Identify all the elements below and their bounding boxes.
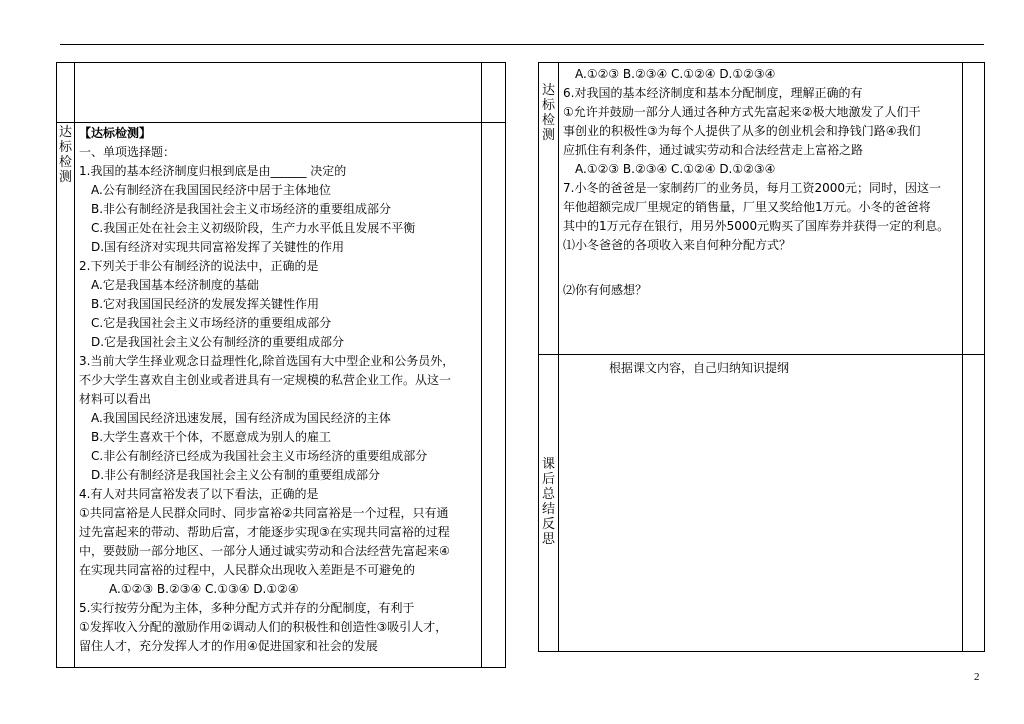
text-line: ①发挥收入分配的激励作用②调动人们的积极性和创造性③吸引人才， bbox=[79, 620, 448, 634]
text-line: A.公有制经济在我国国民经济中居于主体地位 bbox=[91, 183, 331, 197]
left-empty-content bbox=[75, 63, 482, 123]
text-line: D.它是我国社会主义公有制经济的重要组成部分 bbox=[91, 335, 345, 349]
right-questions bbox=[559, 63, 963, 355]
text-line: 5.实行按劳分配为主体，多种分配方式并存的分配制度，有利于 bbox=[79, 601, 415, 615]
text-line: D.非公有制经济是我国社会主义公有制的重要组成部分 bbox=[91, 468, 381, 482]
section-subheading: 一、单项选择题： bbox=[79, 145, 176, 159]
left-side-label bbox=[57, 123, 75, 668]
text-line: 7.小冬的爸爸是一家制药厂的业务员，每月工资2000元；同时，因这一 bbox=[563, 181, 941, 195]
side-char: 检 bbox=[58, 155, 72, 170]
text-line: 留住人才，充分发挥人才的作用④促进国家和社会的发展 bbox=[79, 639, 378, 653]
text-line: A.它是我国基本经济制度的基础 bbox=[91, 278, 259, 292]
text-line: D.国有经济对实现共同富裕发挥了关键性的作用 bbox=[91, 240, 345, 254]
text-line: ①允许并鼓励一部分人通过各种方式先富起来②极大地激发了人们干 bbox=[563, 105, 921, 119]
right-margin-top bbox=[963, 63, 985, 355]
right-side-label-top bbox=[539, 63, 559, 355]
text-line: ①共同富裕是人民群众同时、同步富裕②共同富裕是一个过程，只有通 bbox=[79, 506, 449, 520]
text-line: 材料可以看出 bbox=[79, 392, 152, 406]
right-margin-bottom bbox=[963, 355, 985, 652]
text-line: C.我国正处在社会主义初级阶段，生产力水平低且发展不平衡 bbox=[91, 221, 416, 235]
left-margin bbox=[482, 123, 506, 668]
side-char: 总 bbox=[541, 487, 555, 502]
side-char: 达 bbox=[58, 125, 72, 140]
text-line: C.它是我国社会主义市场经济的重要组成部分 bbox=[91, 316, 332, 330]
side-char: 测 bbox=[541, 128, 555, 143]
side-char: 检 bbox=[541, 113, 555, 128]
text-line: 3.当前大学生择业观念日益理性化,除首选国有大中型企业和公务员外， bbox=[79, 354, 455, 368]
summary-area bbox=[559, 355, 963, 652]
text-line: A.①②③ B.②③④ C.①③④ D.①②④ bbox=[109, 582, 299, 596]
side-char: 标 bbox=[541, 98, 555, 113]
right-table bbox=[538, 62, 985, 652]
left-questions bbox=[75, 123, 482, 668]
text-line: A.①②③ B.②③④ C.①②④ D.①②③④ bbox=[575, 67, 776, 81]
text-line: 应抓住有利条件，通过诚实劳动和合法经营走上富裕之路 bbox=[563, 143, 864, 157]
side-char: 达 bbox=[541, 83, 555, 98]
side-char: 反 bbox=[541, 517, 555, 532]
text-line: B.它对我国国民经济的发展发挥关键性作用 bbox=[91, 297, 320, 311]
left-empty-margin bbox=[482, 63, 506, 123]
text-line: 过先富起来的带动、帮助后富，才能逐步实现③在实现共同富裕的过程 bbox=[79, 525, 450, 539]
left-empty-side bbox=[57, 63, 75, 123]
header-rule bbox=[60, 44, 984, 45]
q7-part2: ⑵你有何感想？ bbox=[563, 283, 648, 297]
text-line: 在实现共同富裕的过程中，人民群众出现收入差距是不可避免的 bbox=[79, 563, 416, 577]
side-char: 标 bbox=[58, 140, 72, 155]
text-line: 4.有人对共同富裕发表了以下看法，正确的是 bbox=[79, 487, 319, 501]
text-line: A.①②③ B.②③④ C.①②④ D.①②③④ bbox=[575, 162, 776, 176]
text-line: 事创业的积极性③为每个人提供了从多的创业机会和挣钱门路④我们 bbox=[563, 124, 921, 138]
text-line: 2.下列关于非公有制经济的说法中，正确的是 bbox=[79, 259, 319, 273]
right-question-lines bbox=[563, 65, 959, 255]
text-line: 中，要鼓励一部分地区、一部分人通过诚实劳动和合法经营先富起来④ bbox=[79, 544, 450, 558]
right-side-label-bottom bbox=[539, 355, 559, 652]
side-char: 课 bbox=[541, 457, 555, 472]
text-line: C.非公有制经济已经成为我国社会主义市场经济的重要组成部分 bbox=[91, 449, 428, 463]
text-line: 1.我国的基本经济制度归根到底是由______ 决定的 bbox=[79, 164, 347, 178]
page-number: 2 bbox=[974, 671, 980, 683]
text-line: ⑴小冬爸爸的各项收入来自何种分配方式？ bbox=[563, 238, 792, 252]
side-char: 后 bbox=[541, 472, 555, 487]
section-heading: 【达标检测】 bbox=[79, 126, 152, 140]
side-char: 思 bbox=[541, 532, 555, 547]
text-line: 不少大学生喜欢自主创业或者进具有一定规模的私营企业工作。从这一 bbox=[79, 373, 452, 387]
text-line: 年他超额完成厂里规定的销售量，厂里又奖给他1万元。小冬的爸爸将 bbox=[563, 200, 931, 214]
left-table bbox=[56, 62, 506, 668]
text-line: B.非公有制经济是我国社会主义市场经济的重要组成部分 bbox=[91, 202, 392, 216]
text-line: 其中的1万元存在银行，用另外5000元购买了国库券并获得一定的利息。 bbox=[563, 219, 950, 233]
text-line: A.我国国民经济迅速发展，国有经济成为国民经济的主体 bbox=[91, 411, 391, 425]
side-char: 结 bbox=[541, 502, 555, 517]
text-line: B.大学生喜欢干个体，不愿意成为别人的雇工 bbox=[91, 430, 332, 444]
side-char: 测 bbox=[58, 170, 72, 185]
summary-prompt: 根据课文内容，自己归纳知识提纲 bbox=[609, 361, 790, 375]
left-question-lines bbox=[79, 162, 478, 656]
text-line: 6.对我国的基本经济制度和基本分配制度，理解正确的有 bbox=[563, 86, 863, 100]
